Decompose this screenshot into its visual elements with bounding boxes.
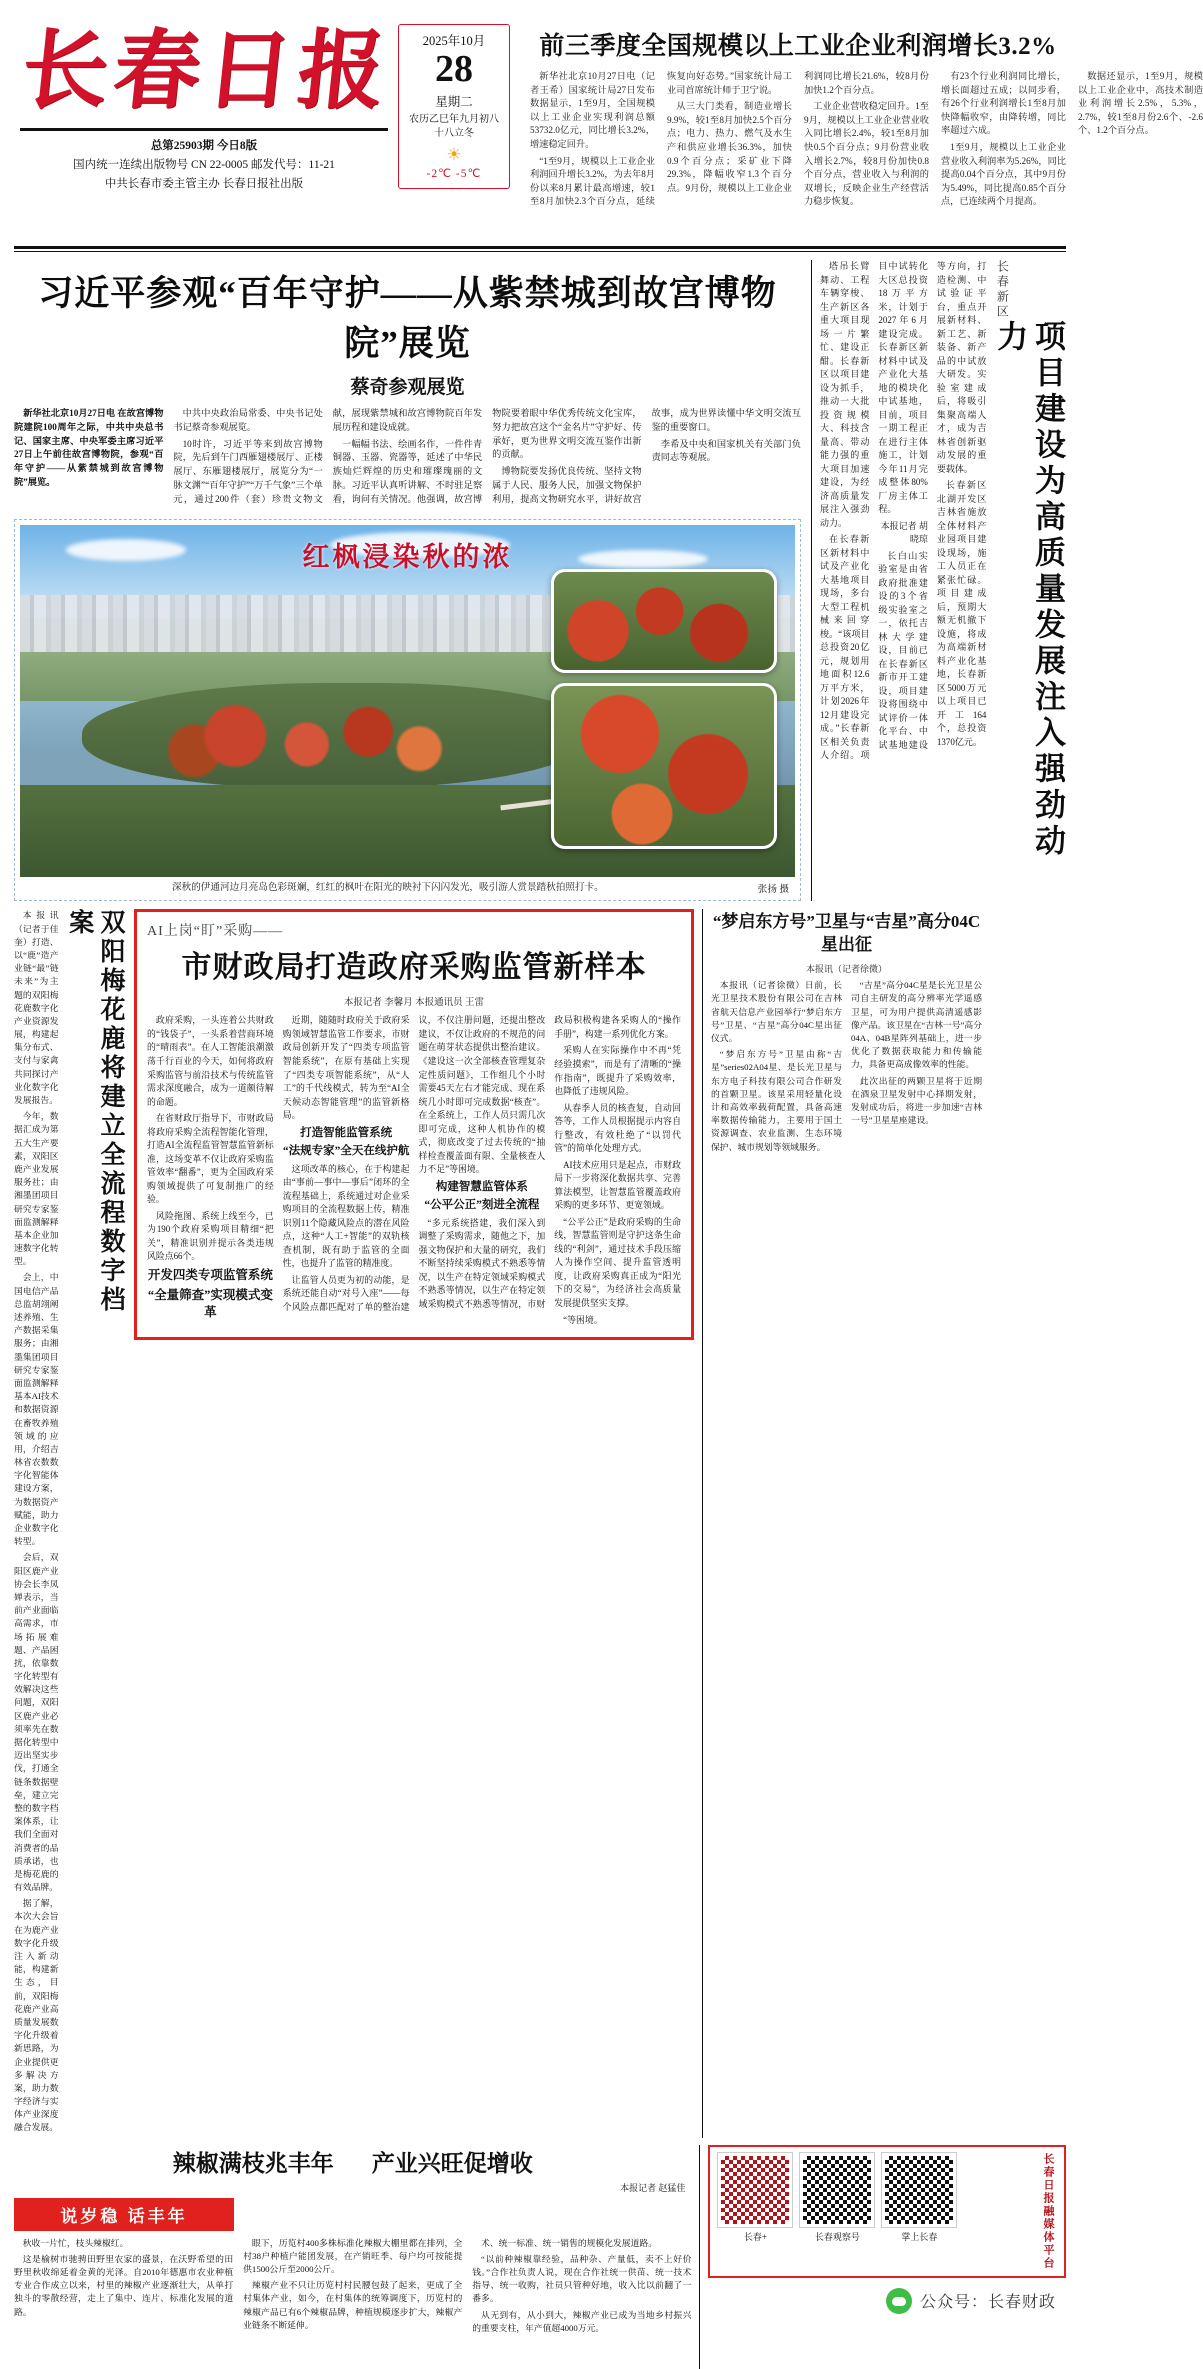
bottom-section — [14, 2145, 1066, 2369]
red-bordered-box — [134, 909, 694, 1340]
deer-story — [14, 909, 126, 2137]
qr-grid — [718, 2153, 1034, 2270]
qr-panel-label: 长春日报融媒体平台 — [1042, 2152, 1054, 2270]
paragraph: 政府采购，一头连着公共财政的“钱袋子”，一头系着营商环境的“晴雨表”。在人工智能浪潮激荡千行百业的今天，如何将政府采购监管与前沿技术与传统监管需求深度融合，成为一道颇待解的命题。 — [147, 1015, 274, 1107]
chili-byline: 本报记者 赵猛佳 — [620, 2182, 686, 2193]
paragraph: 近期，随随时政府关于政府采购领域智慧监管工作要求，市财政局创新开发了“四类专项监管智能系统”，在原有基础上实现了“四类专项智能系统”，从“人工”的千代线模式，转为至“AI全天候动态智能管理”的监管新格局。 — [282, 1015, 410, 1121]
right-feature-label: 长春新区 — [995, 260, 1010, 320]
paragraph: 一幅幅书法、绘画名作，一件件青铜器、玉器、瓷器等，延述了中华民族灿烂辉煌的历史和璀璨瑰丽的文脉。习近平认真听讲解、不时驻足察看，询问有关情况。他强调，故宫博物院要着眼中华优秀传统文化宝库，努力把故宫这个“金名片”守护好、传承好，更为世界文明交流互鉴作出新的贡献。 — [332, 408, 642, 504]
top-story — [520, 10, 1203, 220]
temperature: -2℃ -5℃ — [426, 167, 482, 180]
paragraph: 工业企业营收稳定回升。1至9月，规模以上工业企业营业收入同比增长2.4%，较1至8月加快0.5个百分点；9月份营业收入增长2.7%，较8月份加快0.8个百分点，营业收入与利润的双增长，反映企业生产经营活力稳步恢复。 — [804, 101, 929, 207]
paragraph: 会后，双阳区鹿产业协会长李凤婵表示，当前产业面临高需求，市场拓展难题、产品困扰，依靠数字化转型有效解决这些问题，双阳区鹿产业必须率先在数据化转型中迈出坚实步伐，打通全链条数据壁垒，建立完整的数字档案体系，让我们全面对消费者的品质承诺，也是梅花鹿的有效品牌。 — [14, 1552, 59, 1893]
middle-section — [14, 260, 1066, 901]
wechat-icon — [886, 2288, 912, 2314]
date-weekday: 星期二 — [435, 94, 473, 109]
box-subhead-1: 开发四类专项监管系统 — [147, 1267, 273, 1282]
qr-section — [699, 2145, 1066, 2369]
box-byline: 本报记者 李馨月 本报通讯员 王雷 — [343, 998, 485, 1009]
paragraph: 长白山实验室是由省政府批准建设的3个省级实验室之一，依托吉林大学建设，目前已在长春新区新市开工建设，项目建设将围绕中试评价一体化平台、中试基地建设等方向，打造检测、中试验证平台，重点开展新材料、新工艺、新装备、新产品的中试放大研发。实验室建成后，将吸引集聚高端人才，成为吉林省创新驱动发展的重要载体。 — [878, 261, 987, 750]
qr-code-red-icon[interactable] — [718, 2153, 792, 2227]
maple-grove — [82, 683, 593, 789]
qr-panel — [708, 2145, 1066, 2278]
chili-body — [14, 2237, 691, 2369]
sun-icon: ☀ — [446, 144, 462, 164]
paragraph: “1至9月，规模以上工业企业利润回升增长3.2%，为去年8月份以来8月累计最高增速，较1至8月加快2.3个百分点，延续恢复向好态势。”国家统计局工业司首席统计师于卫宁说。 — [530, 71, 792, 207]
paragraph: 从三大门类看，制造业增长9.9%，较1至8月加快2.5个百分点；电力、热力、燃气及水生产和供应业增长36.3%，加快0.9个百分点；采矿业下降29.3%，降幅收窄1.3个百分点。9月份，规模以上工业企业利润同比增长21.6%，较8月份加快1.2个百分点。 — [667, 71, 929, 193]
qr-item[interactable] — [718, 2153, 792, 2270]
masthead-imprint — [14, 137, 394, 194]
publication-no: 国内统一连续出版物号 CN 22-0005 邮发代号：11-21 — [73, 158, 335, 171]
paragraph: 在长春新区新材料中试及产业化大基地项目现场，多台大型工程机械来回穿梭。“该项目总投资20亿元，规划用地面积12.6万平方米，计划2026年12月建设完成。”长春新区相关负责人介绍。项目中试转化大区总投资18万平方米，计划于2027年6月建设完成。长春新区新材料中试及产业化大基地的模块化中试基地，目前，项目一期工程正在进行主体施工，计划今年11月完成整体80%厂房主体工程。 — [819, 261, 928, 760]
paragraph: 让监管人员更为初的动能，是系统还能自动“对号入座”——每个风险点都匹配对了单的整治建议，不仅注册问题，还提出整改建议，不仅让政府的不规范的问题在萌芽状态提供出整治建议。《建设这一次全部核查管理复杂定性质问题》，工作组几个小时需要45天左右才能完成、现在系统几小时即可完成数据“核查”。在全系统上，工作人员只需几次即可完成，这种人机协作的模式，彻底改变了过去传统的“抽样检查覆盖面有限、全量核查人力不足”等困境。 — [282, 1015, 546, 1312]
paragraph: 李希及中央和国家机关有关部门负责同志等观展。 — [651, 438, 801, 463]
satellite-story — [702, 909, 982, 2137]
box-body — [147, 1014, 681, 1327]
top-story-headline: 前三季度全国规模以上工业企业利润增长3.2% — [539, 33, 1057, 60]
divider-thick — [14, 246, 1066, 249]
right-feature — [811, 260, 1066, 901]
sponsor-line: 中共长春市委主管主办 长春日报社出版 — [104, 177, 304, 190]
paragraph: AI技术应用只是起点，市财政局下一步将深化数据共享、完善算法模型，让智慧监管覆盖政府采购的更多环节、更宽领域。 — [554, 1159, 681, 1211]
paragraph: 眼下，历览村400多株标准化辣椒大棚里都在排列，全村38户种植户能团发展，在产销旺季、每户均可按能提供1500公斤至2000公斤。 — [243, 2237, 463, 2275]
photo-overlay-title: 红枫浸染秋的浓 — [302, 542, 513, 572]
chili-column-banner: 说岁稳 话丰年 — [14, 2198, 234, 2231]
paragraph: 新华社北京10月27日电 在故宫博物院建院100周年之际，中共中央总书记、国家主席、中央军委主席习近平27日上午前往故宫博物院，参观“百年守护——从紫禁城到故宫博物院”展览。 — [14, 408, 164, 487]
right-feature-titleblock — [990, 260, 1066, 880]
box-subhead-4: “法规专家”全天在线护航 — [282, 1145, 410, 1158]
paragraph: 在省财政厅指导下，市财政局将政府采购全流程智能化管理，打造AI全流程监管智慧监管新标准，这场变革不仅让政府采购监管效率“翻番”，更为全国政府采购领域提供了可复制推广的经验。 — [147, 1113, 274, 1205]
paragraph: 这是榆树市驰骋田野里农家的盛景，在沃野希望的田野里秋收绵延着金黄的光泽。自2010年德惠市农业种植专业合作成立以来，村里的辣椒产业逐渐壮大，从单打独斗的零散经营，走上了集中、连片、标准化发展的道路。 — [14, 2253, 234, 2317]
date-lunar: 农历乙巳年九月初八 — [409, 113, 499, 125]
date-ymd: 2025年10月 — [422, 34, 486, 48]
main-boxed-story — [134, 909, 694, 2137]
lead-subheadline: 蔡奇参观展览 — [350, 377, 465, 398]
deer-story-wrap — [14, 909, 126, 2137]
paragraph: 辣椒产业不只让历览村村民腰包鼓了起来，更成了全村集体产业，如今，在村集体的统筹调度下，历览村的辣椒产品已有6个辣椒品牌，种植规模逐步扩大，辣椒产业链条不断延伸。 — [243, 2280, 463, 2330]
inset-photo-maple-path — [551, 683, 777, 849]
satellite-byline: 本报讯（记者徐微） — [805, 964, 887, 975]
paragraph: 此次出征的两颗卫星将于近期在酒泉卫星发射中心择期发射，发射成功后，将进一步加速“吉林一号”卫星星座建设。 — [851, 1075, 982, 1126]
chili-story — [14, 2145, 691, 2369]
paragraph: 新华社北京10月27日电（记者王希）国家统计局27日发布数据显示，1至9月，全国规模以上工业企业实现利润总额53732.0亿元，同比增长3.2%，增速稳定回升。 — [530, 71, 655, 150]
right-feature-byline: 本报记者 胡晓琼 — [880, 520, 928, 544]
top-story-body — [530, 70, 1203, 220]
paragraph: 会上，中国电信产品总监胡翊阐述养殖、生产数据采集服务；由湘墨集团项目研究专家鉴面监测解释基本AI技术和数据资源在畜牧养殖领域的应用，介绍吉林省农数数字化智能体建设方案，为数据资产赋能，助力企业数字化转型。 — [14, 1272, 59, 1547]
paragraph: 1至9月，规模以上工业企业营业收入利润率为5.26%，同比提高0.04个百分点，其中9月份为5.49%，同比提高0.85个百分点，已连续两个月提高。 — [941, 142, 1066, 207]
paragraph: 从无到有，从小到大，辣椒产业已成为当地乡村振兴的重要支柱，年产值超4000万元。 — [472, 2309, 692, 2333]
masthead — [14, 10, 1203, 242]
paragraph: “梦启东方号”卫星由称“吉星”series02A04星、是长光卫星与东方电子科技有限公司合作研发的首颗卫星。该星采用轻量化设计和高效率载荷配置，具备高速率数据传输能力，主要用于国土资源调查、农业监测、生态环境保护、城市规划等领域服务。 — [711, 1049, 842, 1152]
paragraph: 中共中央政治局常委、中央书记处书记蔡奇参观展览。 — [173, 408, 323, 432]
paragraph: “公平公正”是政府采购的生命线，智慧监管则是守护这条生命线的“利剑”，通过技术手段压缩人为操作空间、提升监管透明度，让政府采购真正成为“阳光下的交易”，为经济社会高质量发展提供坚实支撑。 — [554, 1216, 681, 1309]
paragraph: 数据还显示，1至9月，规模以上工业企业中，高技术制造业利润增长2.5%，5.3%，2.7%，较1至8月份2.6个、-2.6个、1.2个百分点。 — [1078, 71, 1203, 136]
satellite-headline: “梦启东方号”卫星与“吉星”高分04C星出征 — [712, 912, 981, 955]
wechat-watermark — [708, 2288, 1066, 2314]
qr-code-2-icon[interactable] — [882, 2153, 956, 2227]
chili-headline-left: 辣椒满枝兆丰年 — [172, 2150, 334, 2176]
paragraph: 博物院要发扬优良传统、坚持文物属于人民、服务人民，加强文物保护利用，提高文物研究水平，讲好故宫故事，成为世界读懂中华文明交流互鉴的重要窗口。 — [492, 408, 801, 504]
deer-story-body — [14, 909, 59, 2137]
paper-name: 长春日报 — [16, 23, 396, 119]
photo-credit: 张扬 摄 — [757, 884, 789, 896]
divider-thin — [14, 251, 1066, 252]
paragraph: 今年，数据汇成为第五大生产要素，双阳区鹿产业发展服务社；由湘墨团项目研究专家鉴面监测解释基本企业加速数字化转型。 — [14, 1111, 59, 1267]
paragraph: 塔吊长臂舞动、工程车辆穿梭、生产新区各重大项目现场一片繁忙、建设正酣。长春新区以项目建设为抓手，推动一大批投资规模大、科技含量高、带动能力强的重大项目加速建设，为经济高质量发展注入强劲动力。 — [819, 261, 870, 528]
qr-label: 掌上长春 — [901, 2231, 938, 2242]
chili-headline-right: 产业兴旺促增收 — [371, 2150, 533, 2176]
paragraph: 这项改革的核心，在于构建起由“事前—事中—事后”闭环的全流程基础上，系统通过对企业采购项目的全流程数据上传，精准识别11个隐藏风险点的潜在风险点，这种“人工+智能”的双轨核查机制，既有助于监管的全面性，也提升了监管的精准度。 — [282, 1163, 410, 1269]
right-feature-head — [820, 260, 1066, 880]
deer-story-title: 双阳梅花鹿将建立全流程数字档案 — [65, 909, 124, 1316]
paragraph: 采购人在实际操作中不再“凭经验摸索”，而是有了清晰的“操作指南”，既提升了采购效率，也降低了违规风险。 — [554, 1045, 681, 1097]
qr-label: 长春+ — [743, 2231, 767, 2242]
box-kicker: AI上岗“盯”采购—— — [147, 924, 284, 940]
paragraph: 风险拖图、系统上线至今，已为190个政府采购项目精细“把关”，精准识别并提示各类违规风险点66个。 — [147, 1210, 274, 1262]
box-subhead-5: 构建智慧监管体系 — [435, 1180, 528, 1193]
lower-section — [14, 909, 1066, 2137]
paragraph: 秋收一片忙，枝头辣椒红。 — [22, 2237, 129, 2248]
aerial-park-photo — [20, 525, 795, 877]
paragraph: “等困境。 — [563, 1314, 603, 1325]
qr-item[interactable] — [882, 2153, 956, 2270]
box-subhead-6: “公平公正”刻进全流程 — [424, 1199, 540, 1212]
date-box — [398, 24, 510, 189]
paragraph: 有23个行业利润同比增长，增长面超过五成；以同步看，有26个行业利润增长1至8月加快降幅收窄，由降转增，同比率超过六成。 — [941, 71, 1066, 136]
paragraph: “吉星”高分04C星是长光卫星公司自主研发的高分辨率光学遥感卫星，可为用户提供高清遥感影像产品。该卫星在“吉林一号”高分04A、04B星阵列基础上，进一步优化了数据获取能力和传输能力，具备更高成像效率的性能。 — [851, 980, 982, 1070]
paragraph: “多元系统搭建，我们深入到调整了采购需求，随他之下，加强文物保护和大量的研究，我们不断坚持续采购模式不熟悉等情况，以生产在特定领域采购模式不熟悉等情况，以生产在特定领域采购模式不熟悉等情况，市财政局积极构建各采购人的“操作手册”，构建一系列优化方案。 — [418, 1015, 681, 1309]
right-feature-title: 项目建设为高质量发展注入强劲动力 — [992, 320, 1065, 860]
photo-caption-row — [20, 877, 795, 895]
box-headline: 市财政局打造政府采购监管新样本 — [181, 951, 647, 985]
date-day: 28 — [435, 48, 473, 90]
issue-line: 总第25903期 今日8版 — [150, 140, 258, 152]
lead-story — [14, 260, 801, 901]
paragraph: 从春季人员的核查复，自动回答等，工作人员根据提示内容自行整改，有效杜绝了“以罚代管”的简单化处理方式。 — [554, 1102, 681, 1154]
paragraph: 本报讯（记者徐微）日前，长光卫星技术股份有限公司在吉林省航天信息产业园举行“梦启东方号”卫星、“吉星”高分04C星出征仪式。 — [711, 980, 842, 1044]
qr-label: 长春观察号 — [814, 2231, 860, 2242]
qr-code-1-icon[interactable] — [800, 2153, 874, 2227]
photo-feature — [14, 519, 801, 901]
chili-title-row — [14, 2145, 691, 2178]
box-subhead-2: “全量筛查”实现模式变革 — [147, 1287, 273, 1319]
photo-caption: 深秋的伊通河边月亮岛色彩斑斓，红红的枫叶在阳光的映衬下闪闪发光，吸引游人赏景踏秋拍照打卡。 — [172, 882, 604, 893]
paragraph: 据了解，本次大会旨在为鹿产业数字化升级注入新动能，构建新生态，目前，双阳梅花鹿产业高质量发展数字化升级着新思路，为企业提供更多解决方案，助力数字经济与实体产业深度融合发展。 — [14, 1898, 59, 2133]
paragraph: 术、统一标准、统一销售的规模化发展道路。 — [481, 2237, 657, 2248]
satellite-body — [711, 979, 982, 1153]
masthead-logo-block — [14, 10, 394, 194]
wechat-label: 公众号：长春财政 — [919, 2294, 1056, 2312]
lead-headline: 习近平参观“百年守护——从紫禁城到故宫博物院”展览 — [38, 274, 777, 363]
paragraph: 10时许，习近平等来到故宫博物院，先后到午门西雁翅楼展厅、正楼展厅、东雁翅楼展厅，展览分为“一脉文渊”“百年守护”“万千气象”三个单元，通过200件（套）珍贵文物文献，展现紫禁城和故宫博物院百年发展历程和建设成就。 — [173, 408, 483, 504]
right-feature-body — [820, 260, 986, 763]
masthead-rule — [20, 128, 388, 131]
paragraph: 长春新区北湖开发区吉林省施放全体材料产业园项目建设现场，施工人员正在紧张忙碌。项目建成后，预期大额无机撤下设施，将成为高端新材料产业化基地，长春新区5000万元以上项目已开工164个，总投资1370亿元。 — [936, 480, 987, 747]
lead-body — [14, 407, 801, 511]
deer-story-byline: 本报讯（记者于佳奎）打造、以“鹿”造产业链“最”链未来”为主题的双阳梅花鹿数字化产业资源发展，构建起集分布式、支付与家禽共同探讨产业化数字化发展报告。 — [14, 910, 59, 1106]
date-solar-term: 十八立冬 — [434, 127, 474, 139]
box-subhead-3: 打造智能监管系统 — [300, 1126, 393, 1139]
inset-photo-maple-arch — [551, 569, 777, 673]
qr-item[interactable] — [800, 2153, 874, 2270]
paragraph: “以前种辣椒靠经验，品种杂、产量低，卖不上好价钱。”合作社负责人说，现在合作社统一供苗、统一技术指导、统一收购，社员只管种好地，收入比以前翻了一番多。 — [472, 2253, 692, 2304]
